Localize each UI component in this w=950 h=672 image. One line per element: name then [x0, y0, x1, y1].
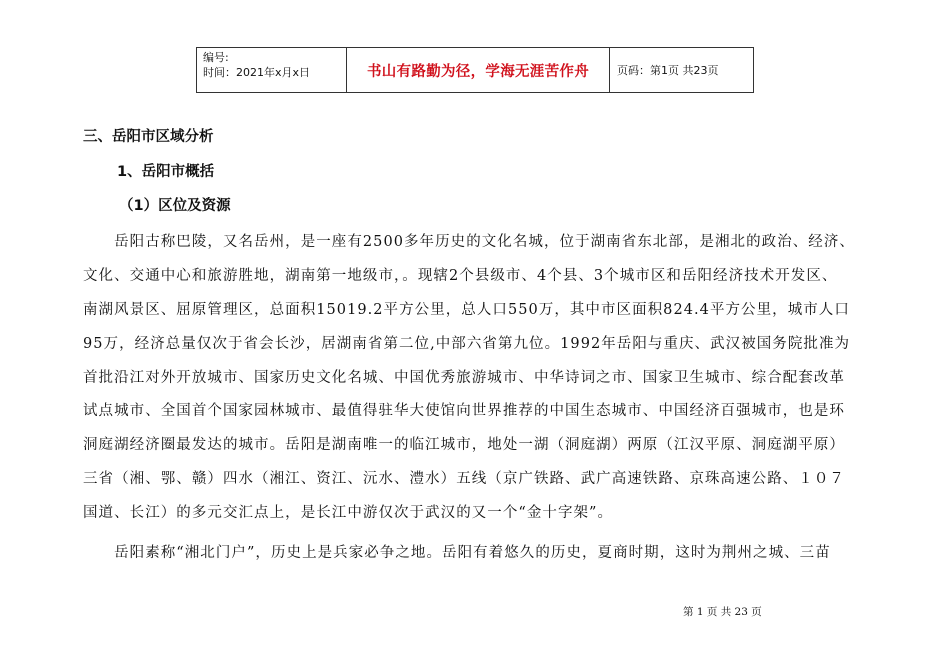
paragraph-line: 95万，经济总量仅次于省会长沙，居湖南省第二位,中部六省第九位。1992年岳阳与重庆、武汉被国务院批准为 — [83, 335, 851, 352]
time-label: 时间：2021年x月x日 — [203, 66, 311, 79]
page-info: 页码：第1页 共23页 — [610, 48, 754, 93]
header-table — [196, 47, 754, 93]
subsubsection-heading: （1）区位及资源 — [119, 198, 231, 214]
paragraph-line: 南湖风景区、屈原管理区，总面积15019.2平方公里，总人口550万，其中市区面积824.4平方公里，城市人口 — [83, 301, 850, 318]
header-meta-cell — [197, 48, 347, 93]
paragraph-line: 文化、交通中心和旅游胜地，湖南第一地级市，。现辖2个县级市、4个县、3个城市区和岳阳经济技术开发区、 — [83, 267, 838, 284]
motto-text: 书山有路勤为径，学海无涯苦作舟 — [347, 48, 610, 93]
paragraph-line: 岳阳素称“湘北门户”，历史上是兵家必争之地。岳阳有着悠久的历史，夏商时期，这时为荆州之城、三苗 — [83, 545, 831, 561]
page-footer: 第 1 页 共 23 页 — [683, 606, 762, 618]
paragraph-line: 岳阳古称巴陵，又名岳州，是一座有2500多年历史的文化名城，位于湖南省东北部，是湘北的政治、经济、 — [83, 234, 855, 250]
paragraph-line: 三省（湘、鄂、赣）四水（湘江、资江、沅水、澧水）五线（京广铁路、武广高速铁路、京珠高速公路、１０７ — [83, 471, 845, 488]
paragraph-line: 国道、长江）的多元交汇点上，是长江中游仅次于武汉的又一个“金十字架”。 — [83, 505, 614, 522]
section-heading: 三、岳阳市区域分析 — [83, 129, 214, 145]
subsection-heading: 1、岳阳市概括 — [117, 164, 215, 180]
paragraph-1 — [83, 226, 883, 531]
paragraph-line: 洞庭湖经济圈最发达的城市。岳阳是湖南唯一的临江城市，地处一湖（洞庭湖）两原（江汉平原、洞庭湖平原） — [83, 437, 845, 454]
number-label: 编号: — [203, 51, 229, 64]
paragraph-line: 首批沿江对外开放城市、国家历史文化名城、中国优秀旅游城市、中华诗词之市、国家卫生城市、综合配套改革 — [83, 369, 845, 386]
paragraph-2 — [83, 537, 883, 571]
paragraph-line: 试点城市、全国首个国家园林城市、最值得驻华大使馆向世界推荐的中国生态城市、中国经济百强城市，也是环 — [83, 403, 845, 420]
